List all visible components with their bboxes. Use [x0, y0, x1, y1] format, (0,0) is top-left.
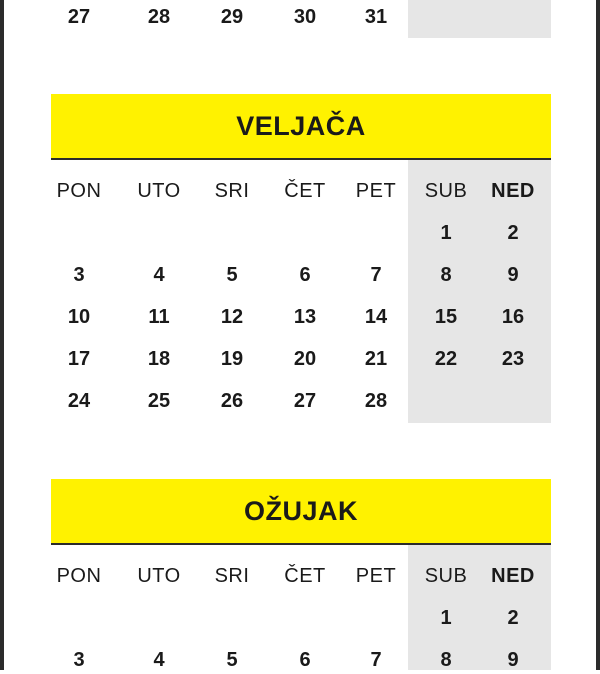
day-cell: 21 [364, 348, 388, 370]
weekday-header: ČET [284, 565, 326, 587]
day-cell: 13 [293, 306, 317, 328]
day-cell: 5 [226, 264, 238, 286]
day-cell: 3 [73, 649, 85, 671]
weekday-header: UTO [137, 565, 181, 587]
day-cell: 6 [299, 649, 311, 671]
weekday-header: SUB [424, 180, 468, 202]
day-cell: 16 [501, 306, 525, 328]
day-cell: 7 [370, 264, 382, 286]
day-cell: 26 [220, 390, 244, 412]
day-cell: 28 [364, 390, 388, 412]
day-cell: 31 [364, 6, 388, 28]
day-cell: 22 [434, 348, 458, 370]
day-cell: 19 [220, 348, 244, 370]
weekday-header: NED [491, 180, 535, 202]
day-cell: 9 [507, 264, 519, 286]
day-cell: 1 [440, 222, 452, 244]
day-cell: 3 [73, 264, 85, 286]
weekday-header: ČET [284, 180, 326, 202]
day-cell: 9 [507, 649, 519, 671]
day-cell: 12 [220, 306, 244, 328]
day-cell: 27 [293, 390, 317, 412]
weekday-header: NED [491, 565, 535, 587]
weekday-header: PET [355, 565, 397, 587]
page-frame-left [0, 0, 4, 670]
weekday-header: SRI [214, 565, 250, 587]
day-cell: 2 [507, 607, 519, 629]
weekday-header: PON [56, 565, 102, 587]
day-cell: 10 [67, 306, 91, 328]
day-cell: 7 [370, 649, 382, 671]
day-cell: 4 [153, 264, 165, 286]
day-cell: 4 [153, 649, 165, 671]
weekday-header: PON [56, 180, 102, 202]
month-title: VELJAČA [51, 94, 551, 160]
day-cell: 18 [147, 348, 171, 370]
weekday-header: PET [355, 180, 397, 202]
day-cell: 27 [67, 6, 91, 28]
day-cell: 2 [507, 222, 519, 244]
day-cell: 14 [364, 306, 388, 328]
day-cell: 5 [226, 649, 238, 671]
day-cell: 8 [440, 649, 452, 671]
page-frame-right [596, 0, 600, 670]
day-cell: 23 [501, 348, 525, 370]
day-cell: 25 [147, 390, 171, 412]
day-cell: 1 [440, 607, 452, 629]
weekday-header: SUB [424, 565, 468, 587]
day-cell: 30 [293, 6, 317, 28]
day-cell: 15 [434, 306, 458, 328]
day-cell: 8 [440, 264, 452, 286]
month-title: OŽUJAK [51, 479, 551, 545]
day-cell: 28 [147, 6, 171, 28]
day-cell: 20 [293, 348, 317, 370]
day-cell: 6 [299, 264, 311, 286]
weekday-header: UTO [137, 180, 181, 202]
day-cell: 17 [67, 348, 91, 370]
day-cell: 11 [148, 306, 170, 328]
day-cell: 24 [67, 390, 91, 412]
weekday-header: SRI [214, 180, 250, 202]
day-cell: 29 [220, 6, 244, 28]
weekend-band-previous [408, 0, 551, 38]
